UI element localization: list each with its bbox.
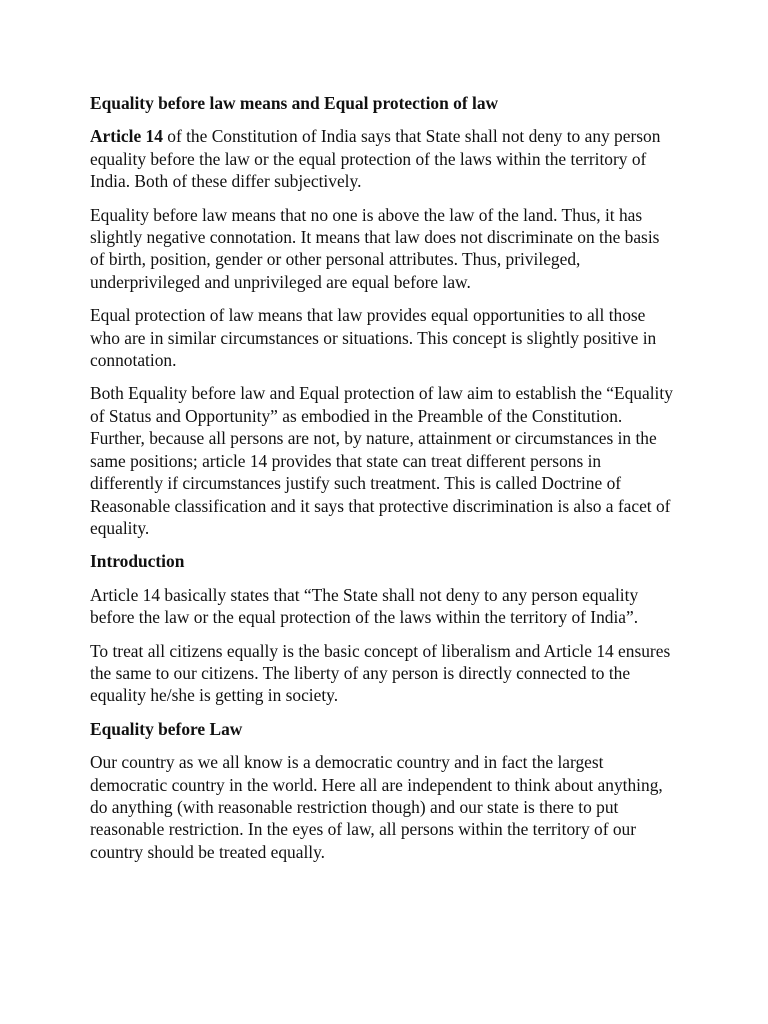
heading-introduction: Introduction bbox=[90, 551, 185, 572]
paragraph-liberalism: To treat all citizens equally is the basic concept of liberalism and Article 14 ensures the same to our citizens. The liberty of any person is directly connected to the equality he/she is getting in society. bbox=[90, 640, 671, 706]
heading-equality-before-law: Equality before Law bbox=[90, 718, 243, 739]
document-title: Equality before law means and Equal protection of law bbox=[90, 93, 499, 113]
paragraph-article-14 bbox=[90, 125, 678, 192]
paragraph-both-concepts: Both Equality before law and Equal protection of law aim to establish the “Equality of Status and Opportunity” as embodied in the Preamble of the Constitution. Further, because all persons are not, by nature, attainment or circumstances in the same positions; article 14 provides that state can treat different persons in differently if circumstances justify such treatment. This is called Doctrine of Reasonable classification and it says that protective discrimination is also a facet of equality. bbox=[90, 383, 673, 538]
document-page bbox=[90, 92, 678, 874]
paragraph-article-14-statement: Article 14 basically states that “The State shall not deny to any person equality before the law or the equal protection of the laws within the territory of India”. bbox=[90, 584, 639, 628]
paragraph-democratic-country: Our country as we all know is a democratic country and in fact the largest democratic country in the world. Here all are independent to think about anything, do anything (with reasonable restriction though) and our state is there to put reasonable restriction. In the eyes of law, all persons within the territory of our country should be treated equally. bbox=[90, 752, 663, 862]
article-14-text: of the Constitution of India says that State shall not deny to any person equality before the law or the equal protection of the laws within the territory of India. Both of these differ subjectively. bbox=[90, 126, 661, 192]
article-14-lead: Article 14 bbox=[90, 126, 163, 147]
paragraph-equality-before-law: Equality before law means that no one is above the law of the land. Thus, it has slightly negative connotation. It means that law does not discriminate on the basis of birth, position, gender or other personal attributes. Thus, privileged, underprivileged and unprivileged are equal before law. bbox=[90, 204, 660, 292]
paragraph-equal-protection: Equal protection of law means that law provides equal opportunities to all those who are in similar circumstances or situations. This concept is slightly positive in connotation. bbox=[90, 305, 657, 371]
